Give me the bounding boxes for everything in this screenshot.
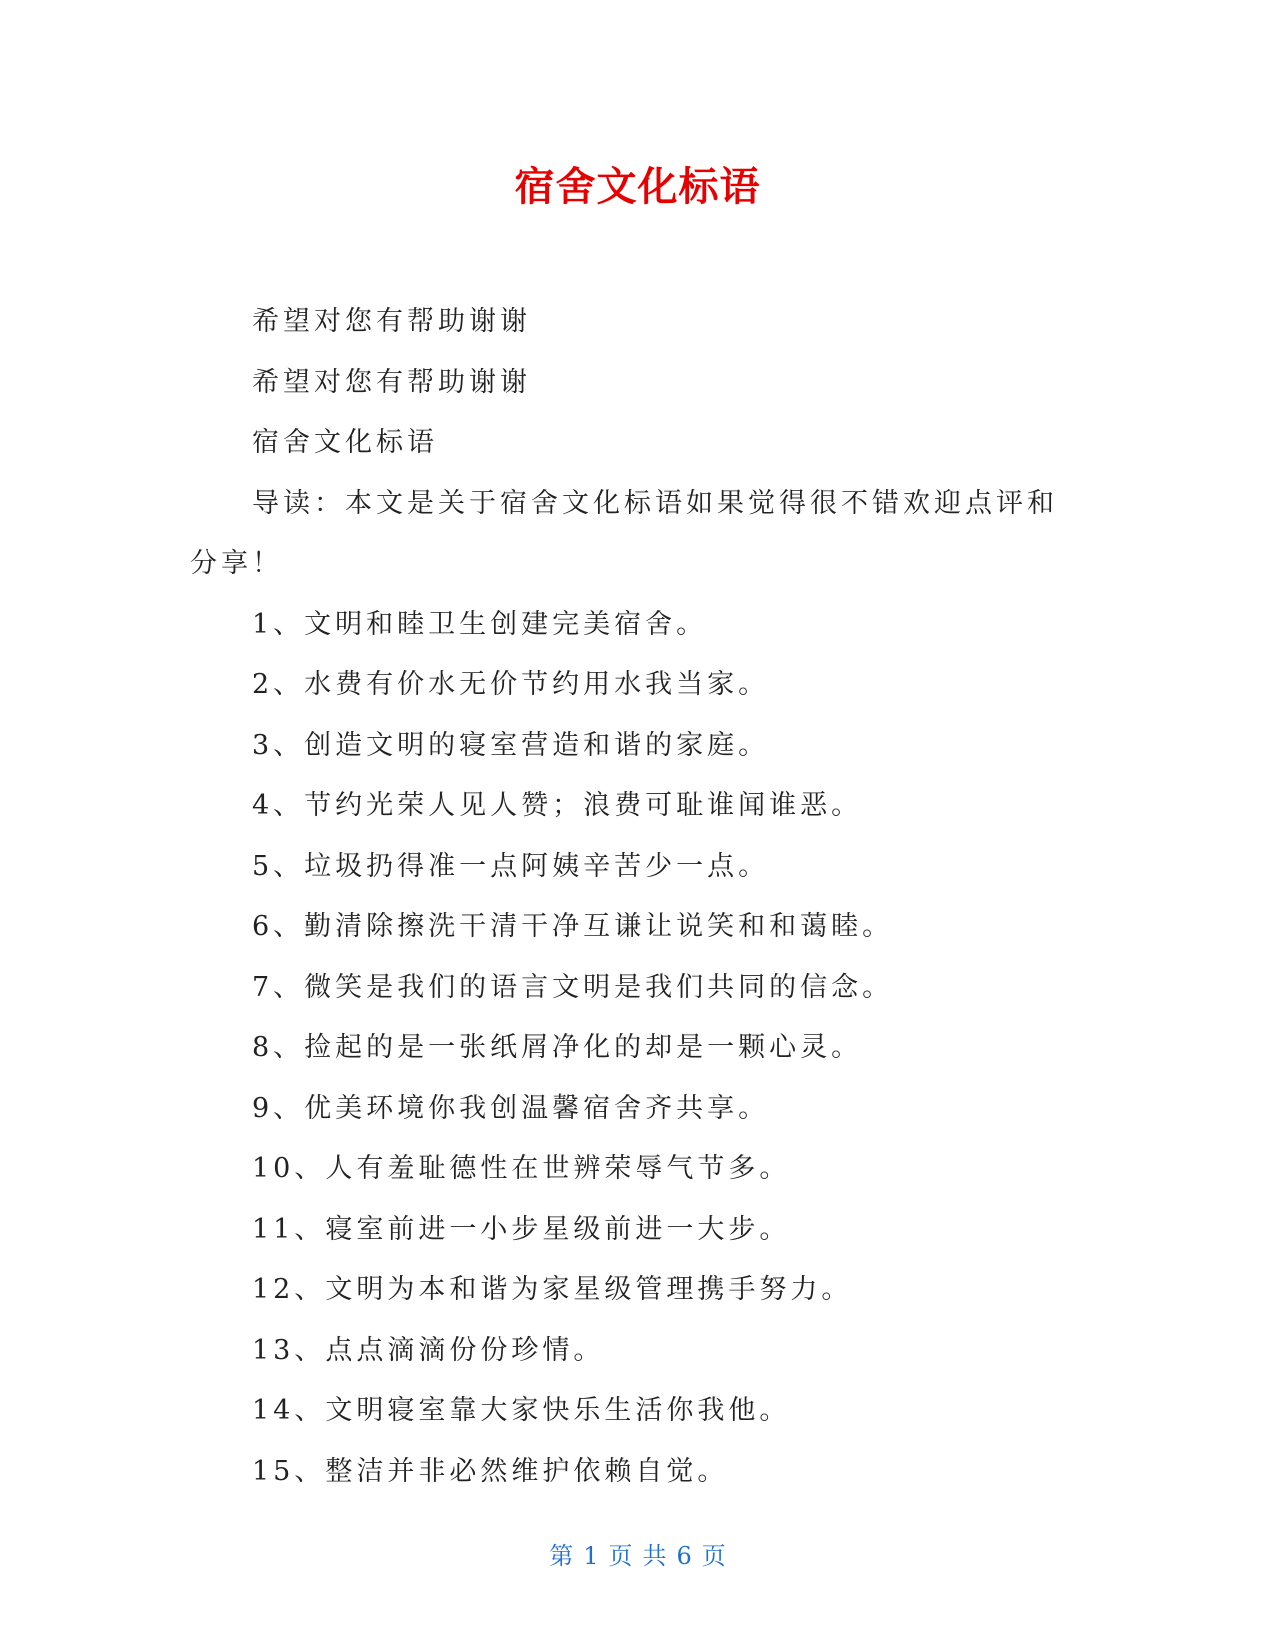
footer-di: 第 [549, 1542, 574, 1570]
slogan-item: 5、垃圾扔得准一点阿姨辛苦少一点。 [252, 850, 770, 882]
intro-paragraph: 导读：本文是关于宿舍文化标语如果觉得很不错欢迎点评和分享！ [190, 487, 1058, 579]
slogan-item: 1、文明和睦卫生创建完美宿舍。 [252, 608, 708, 640]
paragraph: 宿舍文化标语 [252, 427, 438, 458]
paragraph: 希望对您有帮助谢谢 [252, 306, 531, 337]
slogan-item: 15、整洁并非必然维护依赖自觉。 [252, 1455, 729, 1487]
slogan-item: 13、点点滴滴份份珍情。 [252, 1334, 605, 1366]
slogan-item: 2、水费有价水无价节约用水我当家。 [252, 669, 770, 700]
footer-gong: 共 [642, 1542, 667, 1570]
slogan-item: 3、创造文明的寝室营造和谐的家庭。 [252, 729, 770, 761]
page-footer [0, 1541, 1275, 1571]
document-body [190, 292, 1070, 1502]
footer-total-pages: 6 [676, 1542, 692, 1570]
footer-ye2: 页 [701, 1542, 726, 1570]
slogan-item: 9、优美环境你我创温馨宿舍齐共享。 [252, 1092, 770, 1124]
slogan-item: 8、捡起的是一张纸屑净化的却是一颗心灵。 [252, 1032, 863, 1063]
slogan-item: 7、微笑是我们的语言文明是我们共同的信念。 [252, 971, 894, 1003]
paragraph: 希望对您有帮助谢谢 [252, 366, 531, 398]
document-title: 宿舍文化标语 [514, 164, 761, 210]
slogan-item: 14、文明寝室靠大家快乐生活你我他。 [252, 1395, 791, 1426]
footer-ye: 页 [608, 1542, 633, 1570]
slogan-item: 10、人有羞耻德性在世辨荣辱气节多。 [252, 1153, 791, 1184]
slogan-item: 4、节约光荣人见人赞；浪费可耻谁闻谁恶。 [252, 790, 863, 821]
footer-page-number: 1 [583, 1542, 599, 1570]
slogan-item: 6、勤清除擦洗干清干净互谦让说笑和和蔼睦。 [252, 911, 894, 942]
slogan-item: 11、寝室前进一小步星级前进一大步。 [252, 1213, 791, 1245]
slogan-item: 12、文明为本和谐为家星级管理携手努力。 [252, 1274, 853, 1305]
